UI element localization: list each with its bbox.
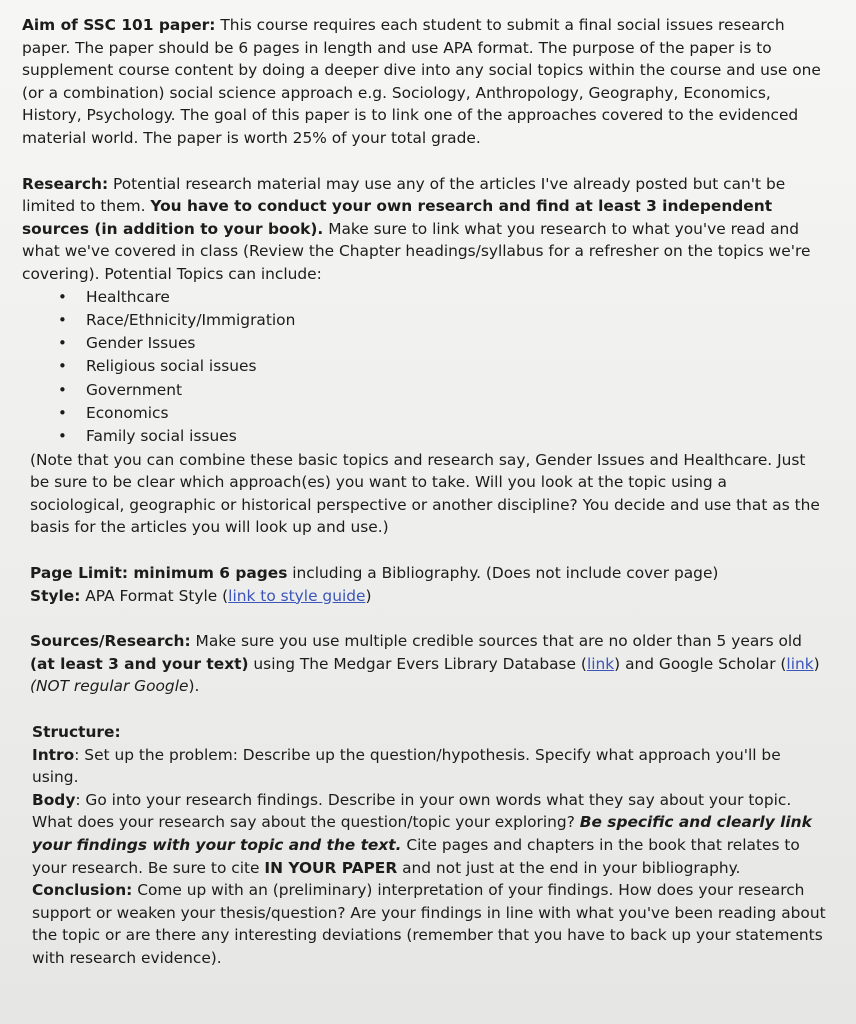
list-item (58, 402, 826, 425)
sources-paragraph (22, 630, 826, 698)
list-item (58, 425, 826, 448)
list-item (58, 286, 826, 309)
topics-list (22, 286, 826, 449)
list-item (58, 379, 826, 402)
google-scholar-link[interactable]: link (786, 654, 814, 673)
list-item (58, 332, 826, 355)
page-limit-line (22, 562, 826, 585)
bullet-icon: • (58, 380, 67, 399)
body-emphasis: Be specific and clearly link your findings with your topic and the text. (32, 813, 812, 854)
style-text: APA Format Style ( (80, 586, 229, 605)
sources-text-2: using The Medgar Evers Library Database ( (248, 654, 587, 673)
page-limit-value: minimum 6 pages (127, 563, 288, 582)
page-limit-label: Page Limit: (30, 563, 128, 582)
intro-label: Intro (32, 745, 75, 764)
bullet-icon: • (58, 334, 67, 353)
library-database-link[interactable]: link (586, 654, 615, 673)
research-bold-requirement: You have to conduct your own research and find at least 3 independent sources (in addition to your book). (22, 197, 773, 238)
intro-paragraph (22, 744, 826, 789)
conclusion-text: Come up with an (preliminary) interpretation of your findings. How does your research support or weaken your thesis/question? Are your findings in line with what you've been reading about the topic or are there any interesting deviations (remember that you have to back up your statements with research evidence). (32, 881, 826, 967)
style-label: Style: (30, 586, 81, 605)
topic-label: Economics (86, 404, 169, 423)
sources-text-4: ) (813, 654, 820, 673)
body-text-3: and not just at the end in your bibliography. (397, 858, 741, 877)
body-text: : Go into your research findings. Describe in your own words what they say about your topic. What does your research say about the question/topic your exploring? (32, 790, 792, 832)
bullet-icon: • (58, 310, 67, 329)
list-item (58, 309, 826, 332)
structure-heading (22, 721, 826, 744)
bullet-icon: • (58, 357, 67, 376)
structure-heading-text: Structure: (32, 722, 121, 741)
intro-text: : Set up the problem: Describe up the question/hypothesis. Specify what approach you'll be using. (32, 745, 781, 787)
conclusion-label: Conclusion: (32, 881, 133, 900)
bullet-icon: • (58, 404, 67, 423)
aim-label: Aim of SSC 101 paper: (22, 16, 216, 34)
aim-text: This course requires each student to submit a final social issues research paper. The paper should be 6 pages in length and use APA format. The purpose of the paper is to supplement course content by doing a deeper dive into any social topics within the course and use one (or a combination) social science approach e.g. Sociology, Anthropology, Geography, Economics, History, Psychology. The goal of this paper is to link one of the approaches covered to the evidenced material world. The paper is worth 25% of your total grade. (22, 16, 821, 147)
sources-bold: (at least 3 and your text) (30, 654, 249, 673)
research-note: (Note that you can combine these basic topics and research say, Gender Issues and Healthcare. Just be sure to be clear which approach(es) you want to take. Will you look at the topic using a sociological, geographic or historical perspective or another discipline? You decide and use that as the basis for the articles you will look up and use.) (30, 450, 820, 537)
sources-text-3: ) and Google Scholar ( (614, 654, 787, 673)
bullet-icon: • (58, 427, 67, 446)
research-text-1: Potential research material may use any of the articles I've already posted but can't be limited to them. (22, 174, 786, 216)
topic-label: Race/Ethnicity/Immigration (86, 310, 296, 329)
list-item (58, 355, 826, 378)
style-line (22, 585, 826, 608)
topic-label: Government (86, 380, 182, 399)
sources-text-1: Make sure you use multiple credible sources that are no older than 5 years old (190, 632, 802, 651)
aim-paragraph (22, 14, 826, 150)
page-limit-text: including a Bibliography. (Does not include cover page) (287, 563, 719, 582)
sources-label: Sources/Research: (30, 632, 191, 651)
bullet-icon: • (58, 287, 67, 306)
style-guide-link[interactable]: link to style guide (228, 586, 366, 605)
conclusion-paragraph (22, 879, 826, 969)
sources-end: ). (188, 677, 200, 696)
research-label: Research: (22, 174, 109, 193)
research-text-2: Make sure to link what you research to what you've read and what we've covered in class (Review the Chapter headings/syllabus for a refresher on the topics we're covering). Potential Topics can include: (22, 219, 811, 283)
sources-italic: (NOT regular Google (30, 677, 189, 696)
body-label: Body (32, 790, 76, 809)
style-after: ) (365, 586, 372, 605)
topic-label: Religious social issues (86, 357, 257, 376)
body-bold: IN YOUR PAPER (264, 858, 398, 877)
topic-label: Gender Issues (86, 334, 196, 353)
body-paragraph (22, 789, 826, 879)
research-paragraph (22, 173, 826, 286)
topic-label: Family social issues (86, 427, 237, 446)
topic-label: Healthcare (86, 287, 170, 306)
body-text-2: Cite pages and chapters in the book that relates to your research. Be sure to cite (32, 835, 800, 877)
